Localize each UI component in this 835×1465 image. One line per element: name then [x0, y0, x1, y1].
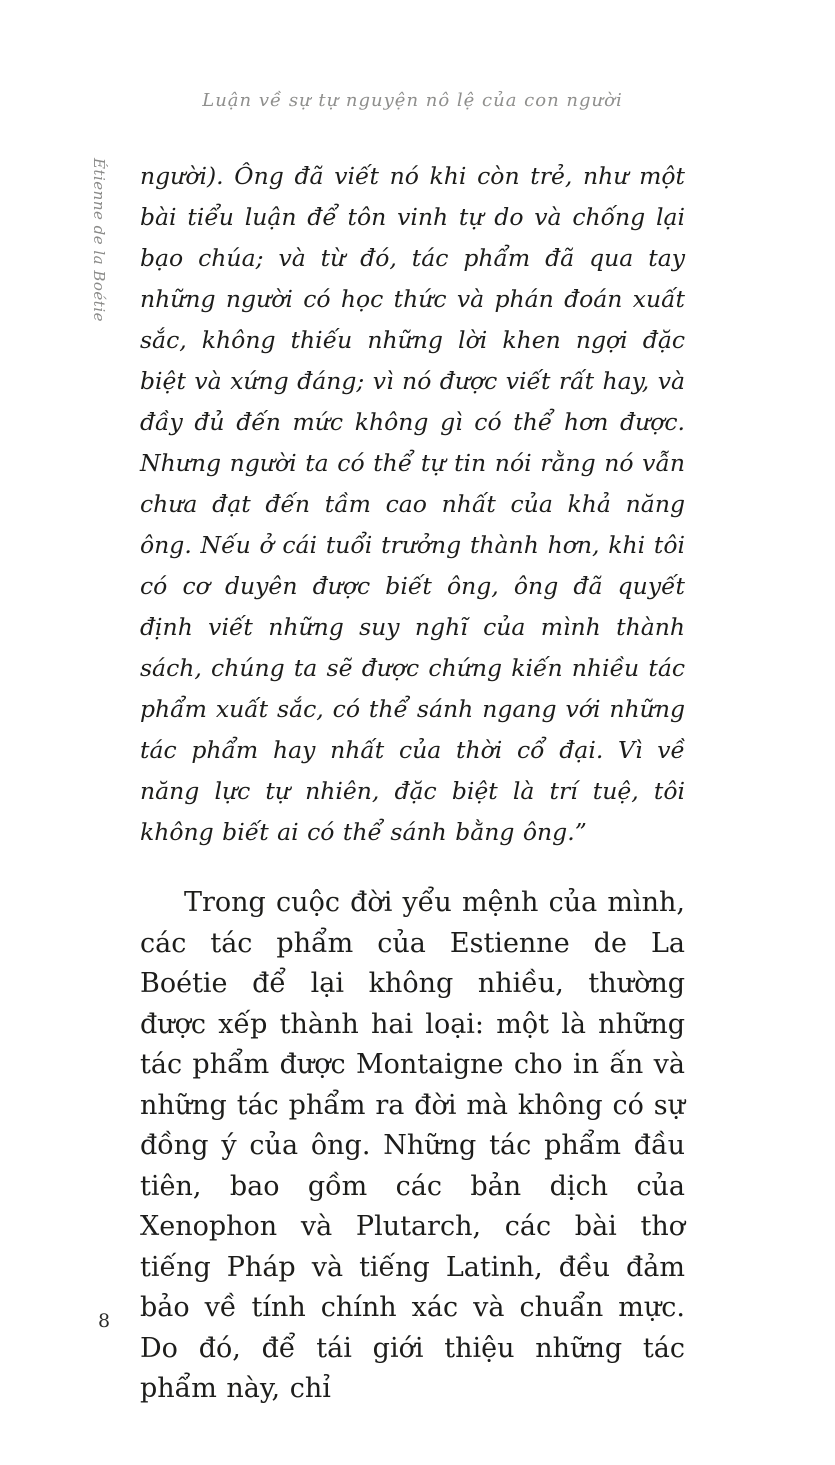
running-header: Luận về sự tự nguyện nô lệ của con người: [202, 90, 623, 111]
quote-paragraph: người). Ông đã viết nó khi còn trẻ, như một bài tiểu luận để tôn vinh tự do và chống lại bạo chúa; và từ đó, tác phẩm đã qua tay những người có học thức và phán đoán xuất sắc, không thiếu những lời khen ngợi đặc biệt và xứng đáng; vì nó được viết rất hay, và đầy đủ đến mức không gì có thể hơn được. Nhưng người ta có thể tự tin nói rằng nó vẫn chưa đạt đến tầm cao nhất của khả năng ông. Nếu ở cái tuổi trưởng thành hơn, khi tôi có cơ duyên được biết ông, ông đã quyết định viết những suy nghĩ của mình thành sách, chúng ta sẽ được chứng kiến nhiều tác phẩm xuất sắc, có thể sánh ngang với những tác phẩm hay nhất của thời cổ đại. Vì về năng lực tự nhiên, đặc biệt là trí tuệ, tôi không biết ai có thể sánh bằng ông.”: [140, 162, 686, 846]
margin-author-text: Étienne de la Boétie: [90, 158, 108, 323]
page-body: [140, 156, 685, 1410]
body-paragraph: Trong cuộc đời yểu mệnh của mình, các tác phẩm của Estienne de La Boétie để lại không nhiều, thường được xếp thành hai loại: một là những tác phẩm được Montaigne cho in ấn và những tác phẩm ra đời mà không có sự đồng ý của ông. Những tác phẩm đầu tiên, bao gồm các bản dịch của Xenophon và Plutarch, các bài thơ tiếng Pháp và tiếng Latinh, đều đảm bảo về tính chính xác và chuẩn mực. Do đó, để tái giới thiệu những tác phẩm này, chỉ: [140, 887, 685, 1404]
page-number: 8: [98, 1310, 111, 1332]
